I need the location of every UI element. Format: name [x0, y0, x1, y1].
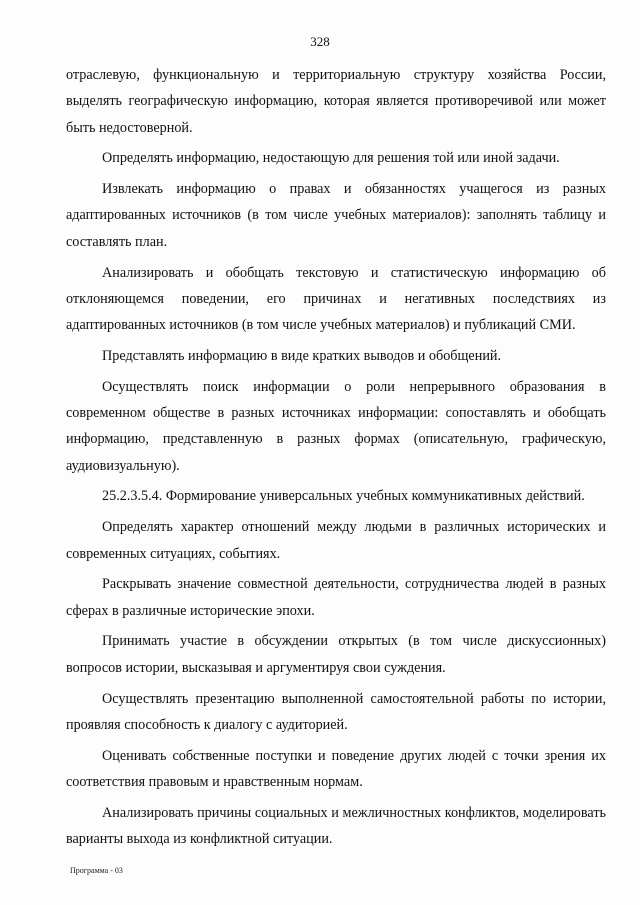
- paragraph-6: Осуществлять поиск информации о роли непрерывного образования в современном обществе в разных источниках информации: сопоставлять и обобщать информацию, представленную в разных формах (описательную, графическую, аудиовизуальную).: [66, 378, 606, 474]
- section-heading-25-2-3-5-4: 25.2.3.5.4. Формирование универсальных учебных коммуникативных действий.: [102, 488, 585, 505]
- paragraph-3: Извлекать информацию о правах и обязанностях учащегося из разных адаптированных источников (в том числе учебных материалов): заполнять таблицу и составлять план.: [66, 181, 606, 250]
- page-number: 328: [310, 34, 330, 49]
- paragraph-13: Анализировать причины социальных и межличностных конфликтов, моделировать варианты выхода из конфликтной ситуации.: [66, 804, 606, 848]
- paragraph-9: Раскрывать значение совместной деятельности, сотрудничества людей в разных сферах в различные исторические эпохи.: [66, 576, 606, 619]
- paragraph-8: Определять характер отношений между людьми в различных исторических и современных ситуациях, событиях.: [66, 519, 606, 562]
- paragraph-10: Принимать участие в обсуждении открытых (в том числе дискуссионных) вопросов истории, высказывая и аргументируя свои суждения.: [66, 633, 606, 676]
- paragraph-2: Определять информацию, недостающую для решения той или иной задачи.: [102, 150, 560, 167]
- paragraph-5: Представлять информацию в виде кратких выводов и обобщений.: [102, 347, 502, 364]
- paragraph-12: Оценивать собственные поступки и поведение других людей с точки зрения их соответствия правовым и нравственным нормам.: [66, 747, 606, 790]
- paragraph-4: Анализировать и обобщать текстовую и статистическую информацию об отклоняющемся поведении, его причинах и негативных последствиях из адаптированных источников (в том числе учебных материалов) и публикаций СМИ.: [66, 264, 606, 334]
- paragraph-1: отраслевую, функциональную и территориальную структуру хозяйства России, выделять географическую информацию, которая является противоречивой или может быть недостоверной.: [66, 67, 606, 136]
- document-body: [66, 62, 606, 857]
- footer-program-label: Программа - 03: [70, 866, 123, 875]
- paragraph-11: Осуществлять презентацию выполненной самостоятельной работы по истории, проявляя способность к диалогу с аудиторией.: [66, 690, 606, 733]
